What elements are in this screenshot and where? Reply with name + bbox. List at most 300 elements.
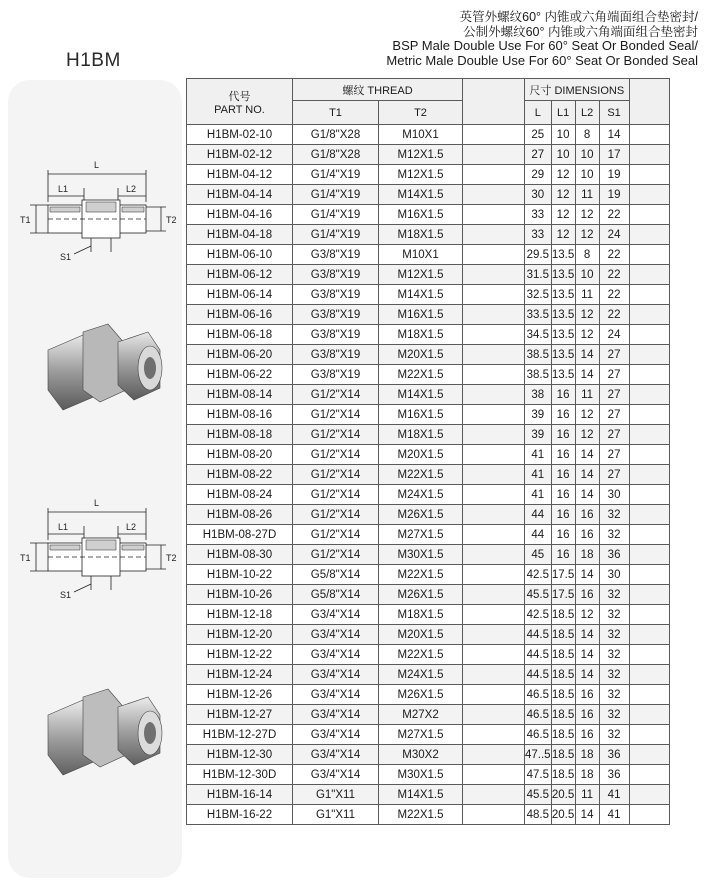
dim-s1-cell: 22 xyxy=(599,305,629,325)
dim-s1-cell: 27 xyxy=(599,425,629,445)
thread-t2-cell: M24X1.5 xyxy=(379,485,463,505)
blank-cell xyxy=(463,765,525,785)
col-s1-header: S1 xyxy=(599,101,629,125)
dim-s1-cell: 32 xyxy=(599,725,629,745)
part-no-cell: H1BM-08-14 xyxy=(187,385,293,405)
part-no-cell: H1BM-12-22 xyxy=(187,645,293,665)
blank-cell xyxy=(629,685,669,705)
part-no-cell: H1BM-16-22 xyxy=(187,805,293,825)
dim-s1-cell: 41 xyxy=(599,785,629,805)
blank-cell xyxy=(463,405,525,425)
blank-cell xyxy=(463,465,525,485)
dim-l-cell: 34.5 xyxy=(525,325,552,345)
dim-s1-cell: 32 xyxy=(599,525,629,545)
dim-s1-cell: 32 xyxy=(599,605,629,625)
table-row xyxy=(187,465,670,485)
dim-label-l2: L2 xyxy=(126,522,137,532)
part-no-cell: H1BM-06-22 xyxy=(187,365,293,385)
dim-s1-cell: 19 xyxy=(599,185,629,205)
thread-t2-cell: M26X1.5 xyxy=(379,505,463,525)
table-row xyxy=(187,265,670,285)
dim-l-cell: 25 xyxy=(525,125,552,145)
thread-t1-cell: G1/2"X14 xyxy=(293,445,379,465)
col-t1-header: T1 xyxy=(293,101,379,125)
blank-cell xyxy=(463,665,525,685)
dim-l1-cell: 18.5 xyxy=(551,705,575,725)
table-row xyxy=(187,385,670,405)
dim-l2-cell: 14 xyxy=(575,565,599,585)
thread-t1-cell: G1/2"X14 xyxy=(293,425,379,445)
dim-s1-cell: 27 xyxy=(599,405,629,425)
thread-t1-cell: G3/8"X19 xyxy=(293,365,379,385)
blank-cell xyxy=(463,805,525,825)
thread-t2-cell: M22X1.5 xyxy=(379,565,463,585)
dim-l-cell: 41 xyxy=(525,465,552,485)
thread-t2-cell: M30X1.5 xyxy=(379,765,463,785)
dim-label-t2: T2 xyxy=(166,553,177,563)
dim-label-t1: T1 xyxy=(20,553,31,563)
thread-t2-cell: M12X1.5 xyxy=(379,265,463,285)
blank-cell xyxy=(463,485,525,505)
description-cn-line-1: 英管外螺纹60° 内锥或六角端面组合垫密封/ xyxy=(459,10,698,24)
blank-cell xyxy=(629,185,669,205)
table-row xyxy=(187,145,670,165)
dim-l2-cell: 8 xyxy=(575,125,599,145)
table-row xyxy=(187,725,670,745)
table-row xyxy=(187,565,670,585)
dim-l2-cell: 10 xyxy=(575,265,599,285)
dim-s1-cell: 27 xyxy=(599,445,629,465)
thread-t2-cell: M14X1.5 xyxy=(379,385,463,405)
blank-cell xyxy=(463,545,525,565)
blank-cell xyxy=(463,705,525,725)
blank-cell xyxy=(629,665,669,685)
dim-l2-cell: 14 xyxy=(575,465,599,485)
table-row xyxy=(187,345,670,365)
thread-t2-cell: M20X1.5 xyxy=(379,345,463,365)
table-row xyxy=(187,365,670,385)
thread-t2-cell: M14X1.5 xyxy=(379,185,463,205)
table-row xyxy=(187,525,670,545)
table-row xyxy=(187,745,670,765)
thread-t2-cell: M27X1.5 xyxy=(379,525,463,545)
blank-cell xyxy=(463,285,525,305)
thread-t1-cell: G1/8"X28 xyxy=(293,145,379,165)
dim-label-t1: T1 xyxy=(20,215,31,225)
dim-l1-cell: 17.5 xyxy=(551,585,575,605)
part-no-cell: H1BM-16-14 xyxy=(187,785,293,805)
table-row xyxy=(187,405,670,425)
dim-l2-cell: 16 xyxy=(575,525,599,545)
dim-l2-cell: 11 xyxy=(575,285,599,305)
dim-l-cell: 44.5 xyxy=(525,625,552,645)
blank-cell xyxy=(463,245,525,265)
dim-label-t2: T2 xyxy=(166,215,177,225)
blank-cell xyxy=(629,365,669,385)
thread-t2-cell: M22X1.5 xyxy=(379,645,463,665)
dim-l1-cell: 16 xyxy=(551,505,575,525)
part-no-cell: H1BM-04-14 xyxy=(187,185,293,205)
dim-l1-cell: 13.5 xyxy=(551,325,575,345)
dim-l-cell: 44.5 xyxy=(525,665,552,685)
dim-l-cell: 38.5 xyxy=(525,345,552,365)
part-no-cell: H1BM-06-10 xyxy=(187,245,293,265)
blank-cell xyxy=(629,565,669,585)
fitting-diagram-bottom xyxy=(16,488,186,618)
blank-cell xyxy=(463,625,525,645)
dim-l1-cell: 18.5 xyxy=(551,745,575,765)
dim-l2-cell: 14 xyxy=(575,345,599,365)
table-row xyxy=(187,125,670,145)
thread-t2-cell: M16X1.5 xyxy=(379,305,463,325)
dim-l-cell: 45.5 xyxy=(525,585,552,605)
table-row xyxy=(187,285,670,305)
thread-t1-cell: G1/2"X14 xyxy=(293,525,379,545)
blank-cell xyxy=(629,265,669,285)
thread-t2-cell: M18X1.5 xyxy=(379,425,463,445)
dim-l-cell: 41 xyxy=(525,445,552,465)
blank-cell xyxy=(629,485,669,505)
blank-cell xyxy=(463,365,525,385)
thread-t2-cell: M18X1.5 xyxy=(379,225,463,245)
dim-l1-cell: 13.5 xyxy=(551,305,575,325)
table-row xyxy=(187,625,670,645)
dim-label-l: L xyxy=(94,498,100,508)
table-row xyxy=(187,305,670,325)
dim-l1-cell: 12 xyxy=(551,205,575,225)
table-row xyxy=(187,685,670,705)
dim-l1-cell: 10 xyxy=(551,125,575,145)
dim-l1-cell: 18.5 xyxy=(551,645,575,665)
part-no-cell: H1BM-04-18 xyxy=(187,225,293,245)
blank-cell xyxy=(629,585,669,605)
part-no-cell: H1BM-10-22 xyxy=(187,565,293,585)
table-row xyxy=(187,785,670,805)
description-cn-line-2: 公制外螺纹60° 内锥或六角端面组合垫密封 xyxy=(463,24,698,39)
col-t2-header: T2 xyxy=(379,101,463,125)
dim-l2-cell: 16 xyxy=(575,725,599,745)
dim-label-s1: S1 xyxy=(60,590,72,600)
dim-l1-cell: 16 xyxy=(551,485,575,505)
part-no-cell: H1BM-04-12 xyxy=(187,165,293,185)
table-row xyxy=(187,505,670,525)
thread-t1-cell: G1/2"X14 xyxy=(293,465,379,485)
dim-s1-cell: 27 xyxy=(599,385,629,405)
thread-t2-cell: M22X1.5 xyxy=(379,365,463,385)
dim-l2-cell: 11 xyxy=(575,185,599,205)
dim-l2-cell: 14 xyxy=(575,365,599,385)
blank-cell xyxy=(629,645,669,665)
dim-s1-cell: 32 xyxy=(599,685,629,705)
blank-cell xyxy=(629,145,669,165)
dim-l2-cell: 12 xyxy=(575,605,599,625)
dim-l-cell: 47..5 xyxy=(525,745,552,765)
part-no-cell: H1BM-06-14 xyxy=(187,285,293,305)
thread-t1-cell: G3/8"X19 xyxy=(293,265,379,285)
thread-t2-cell: M12X1.5 xyxy=(379,145,463,165)
dim-l-cell: 30 xyxy=(525,185,552,205)
illustration-panel xyxy=(8,80,182,878)
thread-t2-cell: M18X1.5 xyxy=(379,325,463,345)
thread-t1-cell: G3/4"X14 xyxy=(293,765,379,785)
blank-cell xyxy=(629,785,669,805)
part-no-cell: H1BM-12-30D xyxy=(187,765,293,785)
dim-l-cell: 45 xyxy=(525,545,552,565)
dim-s1-cell: 32 xyxy=(599,705,629,725)
description-en-line-1: BSP Male Double Use For 60° Seat Or Bonded Seal/ xyxy=(392,38,698,53)
dim-l2-cell: 11 xyxy=(575,385,599,405)
blank-cell xyxy=(463,685,525,705)
part-no-cell: H1BM-08-30 xyxy=(187,545,293,565)
blank-cell xyxy=(629,325,669,345)
thread-t1-cell: G3/8"X19 xyxy=(293,285,379,305)
blank-cell xyxy=(463,745,525,765)
blank-cell xyxy=(463,425,525,445)
part-no-cell: H1BM-12-27D xyxy=(187,725,293,745)
dim-l-cell: 44 xyxy=(525,505,552,525)
blank-cell xyxy=(463,605,525,625)
col-l2-header: L2 xyxy=(575,101,599,125)
blank-cell xyxy=(629,225,669,245)
part-no-cell: H1BM-08-18 xyxy=(187,425,293,445)
part-no-cell: H1BM-10-26 xyxy=(187,585,293,605)
dim-s1-cell: 19 xyxy=(599,165,629,185)
blank-cell xyxy=(629,465,669,485)
dim-s1-cell: 24 xyxy=(599,325,629,345)
dim-s1-cell: 36 xyxy=(599,765,629,785)
fitting-diagram-top xyxy=(16,150,186,280)
dim-l2-cell: 14 xyxy=(575,485,599,505)
thread-t2-cell: M14X1.5 xyxy=(379,285,463,305)
part-no-header-cn: 代号 xyxy=(228,90,251,103)
table-row xyxy=(187,665,670,685)
dim-l2-cell: 10 xyxy=(575,165,599,185)
dim-l-cell: 33 xyxy=(525,205,552,225)
table-row xyxy=(187,445,670,465)
dim-l1-cell: 16 xyxy=(551,405,575,425)
part-no-cell: H1BM-12-20 xyxy=(187,625,293,645)
description-en-line-2: Metric Male Double Use For 60° Seat Or Bonded Seal xyxy=(386,52,698,68)
blank-cell xyxy=(463,565,525,585)
blank-cell xyxy=(463,505,525,525)
part-no-cell: H1BM-08-24 xyxy=(187,485,293,505)
blank-cell xyxy=(629,405,669,425)
dim-l2-cell: 12 xyxy=(575,405,599,425)
dim-s1-cell: 41 xyxy=(599,805,629,825)
thread-t2-cell: M27X2 xyxy=(379,705,463,725)
thread-t1-cell: G1/2"X14 xyxy=(293,385,379,405)
dim-l1-cell: 16 xyxy=(551,385,575,405)
dim-s1-cell: 22 xyxy=(599,265,629,285)
thread-t1-cell: G1/2"X14 xyxy=(293,505,379,525)
table-row xyxy=(187,805,670,825)
part-no-cell: H1BM-08-27D xyxy=(187,525,293,545)
dim-l-cell: 29 xyxy=(525,165,552,185)
dim-l-cell: 27 xyxy=(525,145,552,165)
table-row xyxy=(187,245,670,265)
blank-cell xyxy=(629,125,669,145)
dim-s1-cell: 32 xyxy=(599,665,629,685)
dim-l2-cell: 12 xyxy=(575,325,599,345)
col-l-header: L xyxy=(525,101,552,125)
dim-l1-cell: 10 xyxy=(551,145,575,165)
blank-cell xyxy=(629,765,669,785)
blank-cell xyxy=(629,445,669,465)
dim-l-cell: 45.5 xyxy=(525,785,552,805)
part-no-cell: H1BM-04-16 xyxy=(187,205,293,225)
dim-label-l: L xyxy=(94,160,100,170)
blank-cell xyxy=(463,185,525,205)
dim-l-cell: 42.5 xyxy=(525,565,552,585)
dim-s1-cell: 30 xyxy=(599,565,629,585)
dim-s1-cell: 32 xyxy=(599,645,629,665)
dim-l1-cell: 16 xyxy=(551,545,575,565)
blank-cell xyxy=(463,385,525,405)
col-l1-header: L1 xyxy=(551,101,575,125)
thread-t1-cell: G3/8"X19 xyxy=(293,305,379,325)
dim-s1-cell: 22 xyxy=(599,285,629,305)
dim-s1-cell: 24 xyxy=(599,225,629,245)
table-row xyxy=(187,225,670,245)
part-no-cell: H1BM-06-12 xyxy=(187,265,293,285)
dim-l1-cell: 13.5 xyxy=(551,245,575,265)
blank-cell xyxy=(629,745,669,765)
table-row xyxy=(187,605,670,625)
thread-t2-cell: M22X1.5 xyxy=(379,805,463,825)
dim-l2-cell: 12 xyxy=(575,425,599,445)
part-no-header xyxy=(187,79,293,125)
table-row xyxy=(187,485,670,505)
dim-l-cell: 44 xyxy=(525,525,552,545)
thread-t1-cell: G1"X11 xyxy=(293,785,379,805)
thread-t1-cell: G1"X11 xyxy=(293,805,379,825)
thread-t2-cell: M10X1 xyxy=(379,125,463,145)
fitting-photo-top xyxy=(38,310,168,420)
dim-s1-cell: 32 xyxy=(599,625,629,645)
dim-l-cell: 41 xyxy=(525,485,552,505)
dim-s1-cell: 32 xyxy=(599,505,629,525)
dim-label-l1: L1 xyxy=(58,184,69,194)
blank-cell xyxy=(463,165,525,185)
dim-l-cell: 38 xyxy=(525,385,552,405)
dim-l-cell: 38.5 xyxy=(525,365,552,385)
dim-l2-cell: 16 xyxy=(575,505,599,525)
thread-t1-cell: G3/4"X14 xyxy=(293,645,379,665)
blank-header xyxy=(463,79,525,125)
thread-t1-cell: G1/2"X14 xyxy=(293,405,379,425)
blank-cell xyxy=(629,205,669,225)
thread-t1-cell: G3/8"X19 xyxy=(293,345,379,365)
blank-cell xyxy=(629,305,669,325)
blank-cell xyxy=(629,545,669,565)
dim-l-cell: 33 xyxy=(525,225,552,245)
dim-l-cell: 31.5 xyxy=(525,265,552,285)
dim-l1-cell: 16 xyxy=(551,425,575,445)
product-description xyxy=(386,10,698,68)
table-row xyxy=(187,585,670,605)
dim-l2-cell: 10 xyxy=(575,145,599,165)
thread-t2-cell: M30X2 xyxy=(379,745,463,765)
dim-l2-cell: 12 xyxy=(575,205,599,225)
dim-s1-cell: 36 xyxy=(599,545,629,565)
part-no-cell: H1BM-12-18 xyxy=(187,605,293,625)
dimensions-table xyxy=(186,78,670,825)
blank-cell xyxy=(463,325,525,345)
dim-l-cell: 42.5 xyxy=(525,605,552,625)
dim-l1-cell: 18.5 xyxy=(551,605,575,625)
dim-l2-cell: 14 xyxy=(575,645,599,665)
thread-t1-cell: G1/4"X19 xyxy=(293,165,379,185)
blank-cell xyxy=(629,285,669,305)
blank-cell xyxy=(463,145,525,165)
blank-cell xyxy=(629,625,669,645)
dim-l1-cell: 12 xyxy=(551,225,575,245)
dim-l1-cell: 12 xyxy=(551,165,575,185)
part-no-cell: H1BM-06-18 xyxy=(187,325,293,345)
table-row xyxy=(187,185,670,205)
thread-t1-cell: G3/4"X14 xyxy=(293,705,379,725)
dim-s1-cell: 27 xyxy=(599,365,629,385)
table-row xyxy=(187,545,670,565)
dim-l1-cell: 20.5 xyxy=(551,785,575,805)
dim-s1-cell: 32 xyxy=(599,585,629,605)
thread-t2-cell: M22X1.5 xyxy=(379,465,463,485)
blank-cell xyxy=(629,605,669,625)
product-code-title: H1BM xyxy=(66,50,121,71)
blank-cell xyxy=(629,385,669,405)
dim-l1-cell: 18.5 xyxy=(551,725,575,745)
dim-l-cell: 33.5 xyxy=(525,305,552,325)
blank-cell xyxy=(463,445,525,465)
dim-l-cell: 29.5 xyxy=(525,245,552,265)
thread-t1-cell: G1/4"X19 xyxy=(293,185,379,205)
part-no-cell: H1BM-12-27 xyxy=(187,705,293,725)
dim-s1-cell: 30 xyxy=(599,485,629,505)
part-no-cell: H1BM-02-12 xyxy=(187,145,293,165)
dim-l-cell: 44.5 xyxy=(525,645,552,665)
thread-t2-cell: M14X1.5 xyxy=(379,785,463,805)
dim-s1-cell: 17 xyxy=(599,145,629,165)
thread-t1-cell: G3/4"X14 xyxy=(293,685,379,705)
part-no-header-en: PART NO. xyxy=(214,103,265,116)
dim-l2-cell: 14 xyxy=(575,445,599,465)
dim-l2-cell: 16 xyxy=(575,685,599,705)
thread-t1-cell: G1/2"X14 xyxy=(293,545,379,565)
blank-cell xyxy=(463,265,525,285)
dimensions-table-body xyxy=(187,125,670,825)
part-no-cell: H1BM-08-26 xyxy=(187,505,293,525)
blank-cell xyxy=(463,525,525,545)
thread-t1-cell: G5/8"X14 xyxy=(293,585,379,605)
thread-t2-cell: M16X1.5 xyxy=(379,405,463,425)
thread-t1-cell: G3/8"X19 xyxy=(293,245,379,265)
thread-t2-cell: M16X1.5 xyxy=(379,205,463,225)
blank-cell xyxy=(629,345,669,365)
blank-cell xyxy=(629,705,669,725)
dim-l-cell: 39 xyxy=(525,425,552,445)
dim-l2-cell: 11 xyxy=(575,785,599,805)
part-no-cell: H1BM-08-16 xyxy=(187,405,293,425)
part-no-cell: H1BM-08-20 xyxy=(187,445,293,465)
dim-l1-cell: 18.5 xyxy=(551,625,575,645)
dim-l-cell: 46.5 xyxy=(525,705,552,725)
thread-t2-cell: M18X1.5 xyxy=(379,605,463,625)
thread-t1-cell: G1/2"X14 xyxy=(293,485,379,505)
blank-cell xyxy=(463,205,525,225)
blank-cell xyxy=(463,785,525,805)
thread-t1-cell: G3/4"X14 xyxy=(293,605,379,625)
dimensions-header: 尺寸 DIMENSIONS xyxy=(525,79,630,101)
